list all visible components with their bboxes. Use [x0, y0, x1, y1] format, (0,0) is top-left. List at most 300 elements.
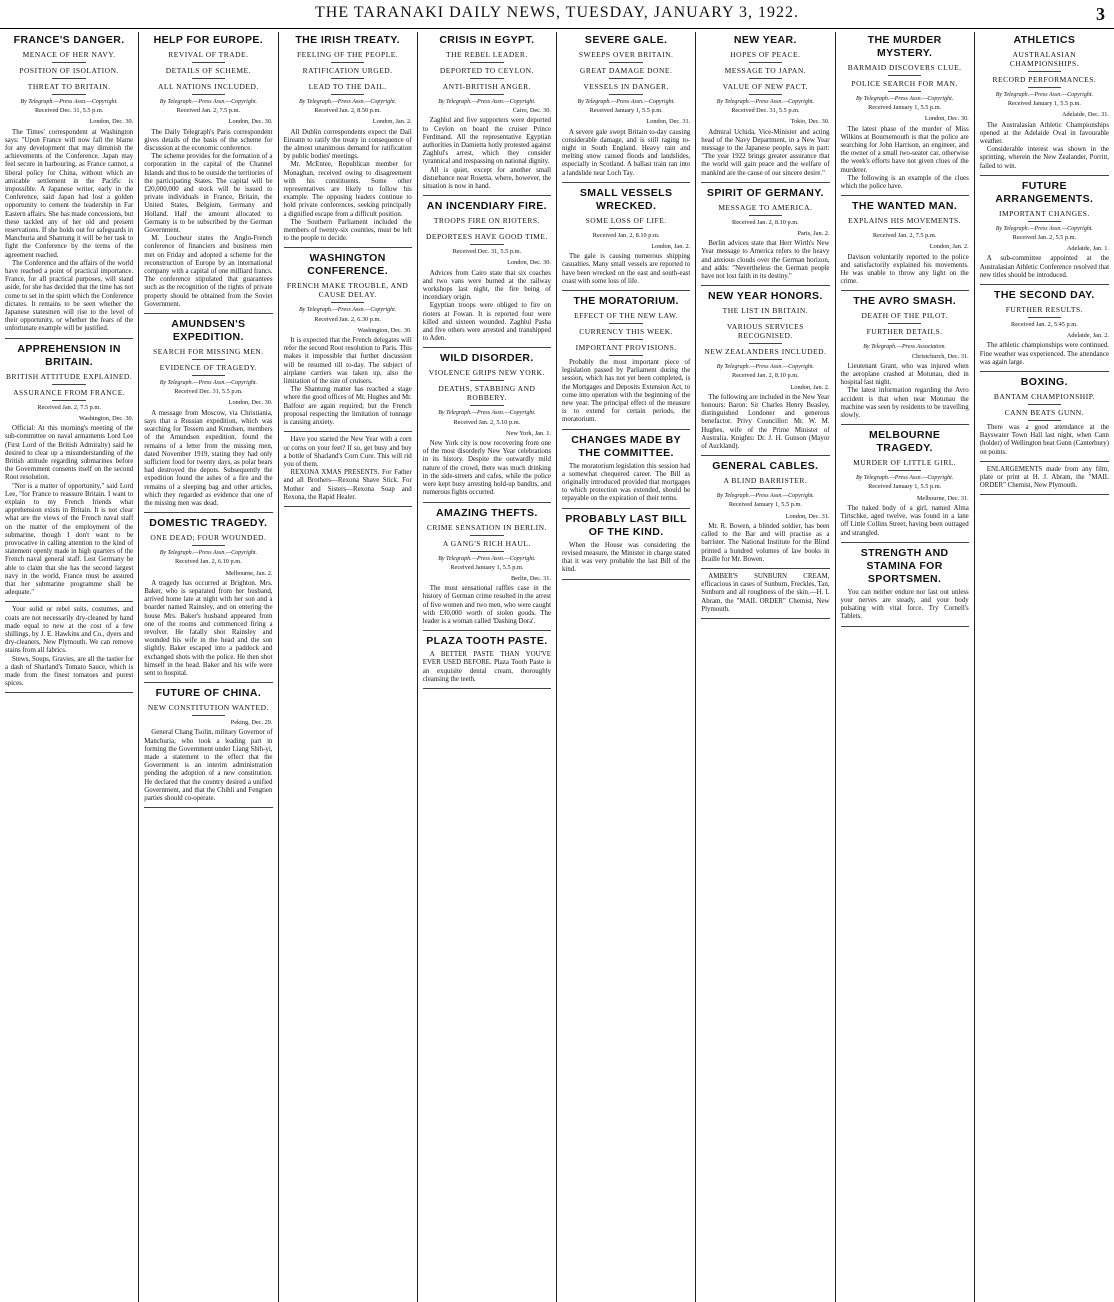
article-headline: THE IRISH TREATY. — [295, 34, 400, 46]
paragraph: The naked body of a girl, named Alma Tirtschke, aged twelve, was found in a lane off Little Collins Street, having been outraged and strangled. — [840, 504, 969, 537]
article-divider — [980, 175, 1109, 176]
article — [841, 547, 969, 622]
telegraph-credit: By Telegraph.—Press Assn.—Copyright. — [438, 555, 536, 562]
article — [144, 318, 272, 508]
article-subhead: SEARCH FOR MISSING MEN. — [144, 347, 272, 360]
article-body — [701, 523, 829, 564]
article-subhead: THREAT TO BRITAIN. — [5, 82, 133, 95]
article-body — [980, 424, 1109, 457]
article-headline: AMUNDSEN'S EXPEDITION. — [171, 318, 246, 344]
received-line: Received Dec. 31, 5.5 p.m. — [174, 388, 243, 396]
telegraph-credit: By Telegraph.—Press Assn.—Copyright. — [159, 99, 258, 105]
article — [980, 376, 1109, 457]
article-headline: WILD DISORDER. — [440, 352, 534, 365]
article-subhead: DEPORTEES HAVE GOOD TIME. — [423, 232, 551, 245]
received-line: Received Dec. 31, 5.5 p.m. — [34, 107, 104, 115]
article-headline: MELBOURNE TRAGEDY. — [868, 429, 941, 455]
article — [423, 352, 551, 497]
dateline: Washington, Dec. 30. — [79, 414, 134, 422]
article-body — [841, 589, 969, 622]
article-divider — [423, 630, 551, 631]
article-body — [284, 337, 412, 427]
article-subhead: DETAILS OF SCHEME. — [144, 66, 272, 79]
article-divider — [423, 347, 551, 348]
paragraph: ENLARGEMENTS made from any film, plate or print at H. J. Abram, the "MAIL ORDER" Chemist, New Plymouth. — [979, 465, 1109, 490]
article-subhead: BANTAM CHAMPIONSHIP. — [980, 392, 1109, 405]
article-headline: FUTURE OF CHINA. — [155, 687, 262, 700]
article — [144, 517, 272, 678]
page-number: 3 — [1096, 4, 1106, 24]
article-body — [841, 126, 969, 192]
article-subhead: FURTHER DETAILS. — [841, 327, 969, 340]
article-subhead: VALUE OF NEW PACT. — [701, 82, 829, 95]
dateline: London, Dec. 30. — [924, 115, 969, 123]
paragraph: Lieutenant Grant, who was injured when the aeroplane crashed at Motunau, died in hospital last night. — [840, 362, 969, 387]
received-line: Received January 1, 5.5 p.m. — [728, 501, 802, 509]
article-headline: NEW YEAR HONORS. — [708, 290, 823, 303]
telegraph-credit: By Telegraph.—Press Assn.—Copyright. — [716, 493, 815, 500]
paragraph: M. Loucheur states the Anglo-French conference of financiers and business men met on Friday and adopted a scheme for the reconstruction of Europe by an international company with a capital of one milliard francs. The conference stipulated that guarantees such as the recognition of the rights of private property should be obtained from the Soviet Government. — [144, 235, 273, 308]
received-line: Received January 1, 5.5 p.m. — [868, 104, 942, 112]
article-body — [144, 129, 272, 309]
article-divider — [562, 182, 690, 183]
received-line: Received January 1, 5.5 p.m. — [450, 563, 524, 571]
article — [701, 290, 829, 451]
dateline: London, Jan. 2. — [651, 243, 691, 251]
article-divider — [841, 290, 969, 291]
article — [5, 343, 133, 598]
paragraph: Mr. McEntee, Republican member for Monaghan, received owing to disagreement with his constituents. Some other representatives are likely to follow his example. The opposing leaders continue to hold private conferences, seeking principally a dignified escape from a difficult position. — [283, 161, 412, 218]
telegraph-credit: By Telegraph.—Press Assn.—Copyright. — [995, 92, 1094, 98]
article-subhead: IMPORTANT CHANGES. — [980, 209, 1109, 222]
received-line: Received Jan. 2, 5.5 p.m. — [1012, 234, 1077, 242]
article-body — [562, 253, 690, 286]
article-subhead: DEPORTED TO CEYLON. — [423, 66, 551, 79]
article-body — [562, 359, 690, 425]
column-5 — [557, 32, 696, 1302]
dateline: London, Dec. 30. — [228, 399, 273, 407]
article — [980, 34, 1109, 171]
article-body — [144, 580, 272, 678]
article-subhead: EFFECT OF THE NEW LAW. — [562, 311, 690, 324]
article-headline: THE MURDER MYSTERY. — [867, 34, 942, 59]
dateline: Melbourne, Jan. 2. — [225, 569, 273, 577]
article — [841, 200, 969, 286]
article-body — [423, 651, 551, 684]
paragraph: The latest information regarding the Avro accident is that when near Motunau the machine was seen by residents to be travelling slowly. — [840, 387, 969, 420]
paragraph: The athletic championships were continued. Fine weather was experienced. The attendance was again large. — [979, 342, 1109, 366]
article-body — [841, 254, 969, 287]
article-body — [562, 129, 690, 178]
article-headline: AMAZING THEFTS. — [436, 506, 538, 519]
article-subhead: A BLIND BARRISTER. — [701, 476, 829, 489]
article-subhead: NEW CONSTITUTION WANTED. — [144, 703, 272, 716]
article-divider — [562, 429, 690, 430]
dateline: Christchurch, Dec. 31. — [911, 352, 969, 360]
article-divider — [423, 502, 551, 503]
article-body — [980, 255, 1109, 280]
received-line: Received Jan. 2, 8.10 p.m. — [592, 231, 660, 239]
article-subhead: FEELING OF THE PEOPLE. — [284, 50, 412, 63]
paragraph: You can neither endure nor last out unless your nerves are steady, and your body pulsating with vital force. Try Cornell's Tablets. — [840, 588, 969, 621]
article-subhead: THE REBEL LEADER. — [423, 50, 551, 63]
telegraph-credit: By Telegraph.—Press Assn.—Copyright. — [159, 380, 258, 387]
paragraph: The Australasian Athletic Championships opened at the Adelaide Oval in favourable weather. — [979, 121, 1109, 146]
article — [5, 34, 133, 334]
received-line: Received Jan. 2, 7.5 p.m. — [872, 232, 937, 240]
paragraph: Advices from Cairo state that six coaches and two vans were burned at the railway workshops last night, the fire being of incendiary origin. — [422, 269, 551, 302]
dateline: Cairo, Dec. 30. — [512, 107, 551, 115]
article-body — [144, 410, 272, 508]
article-body — [980, 342, 1109, 367]
paragraph: The latest phase of the murder of Miss Wilkins at Bournemouth is that the police are searching for John Harrison, an engineer, and the owner of a small two-seater car, otherwise the week's efforts have not given clues of the murderer. — [840, 125, 969, 174]
article — [841, 295, 969, 420]
article-subhead: DEATH OF THE PILOT. — [841, 311, 969, 324]
article-subhead: CANN BEATS GUNN. — [980, 408, 1109, 421]
dateline: Tokio, Dec. 30. — [790, 118, 830, 126]
dateline: London, Dec. 30. — [89, 118, 134, 126]
article-subhead: MESSAGE TO AMERICA. — [701, 203, 829, 216]
article-divider — [841, 424, 969, 425]
received-line: Received Dec. 31, 5.5 p.m. — [452, 248, 522, 256]
article-headline: THE MORATORIUM. — [573, 295, 679, 308]
article-subhead: NEW ZEALANDERS INCLUDED. — [701, 347, 829, 360]
telegraph-credit: By Telegraph.—Press Assn.—Copyright. — [438, 99, 536, 105]
article-divider — [144, 313, 272, 314]
paragraph: A sub-committee appointed at the Australasian Athletic Conference resolved that new titles should be introduced. — [979, 255, 1109, 279]
paragraph: Official: At this morning's meeting of the sub-committee on naval armaments Lord Lee (First Lord of the British Admiralty) said he desired to clear up a misunderstanding of the British attitude regarding submarines before the Government consents itself on the second Root resolution. — [5, 425, 134, 482]
article-subhead: RATIFICATION URGED. — [284, 66, 412, 79]
paragraph: A message from Moscow, via Christiania, says that a Russian expedition, which was searching for Tessem and Knudsen, members of the Amundsen expedition, found the remains of a letter from the missing men, dated November 1919, stating they had only sufficient food for twenty days, as polar bears had destroyed the depots. Subsequently the expedition found the ashes of a fire and the remains of a sleeping bag and other articles, which they regarded as evidence that one of the missing men was dead. — [144, 409, 273, 507]
article — [562, 295, 690, 425]
article-headline: ATHLETICS — [1013, 34, 1076, 46]
article-subhead: BARMAID DISCOVERS CLUE. — [841, 63, 969, 76]
article — [701, 460, 829, 564]
received-line: Received January 1, 5.5 p.m. — [1007, 100, 1081, 108]
article — [423, 635, 551, 684]
dateline: Adelaide, Jan. 1. — [1066, 245, 1109, 253]
article-body — [701, 394, 829, 451]
dateline: Paris, Jan. 2. — [797, 230, 830, 238]
article-headline: THE SECOND DAY. — [994, 289, 1095, 302]
column-4 — [418, 32, 557, 1302]
telegraph-credit: By Telegraph.—Press Assn.—Copyright. — [995, 225, 1094, 232]
article-divider — [5, 692, 133, 693]
paragraph: The Daily Telegraph's Paris correspondent gives details of the basis of the scheme for discussion at the economic conference. — [144, 128, 273, 153]
article-headline: DOMESTIC TRAGEDY. — [149, 517, 268, 530]
article-subhead: DEATHS, STABBING AND ROBBERY. — [423, 384, 551, 406]
article-body — [841, 363, 969, 420]
article-subhead: GREAT DAMAGE DONE. — [562, 66, 690, 79]
received-line: Received Jan. 2, 8.50 p.m. — [314, 107, 381, 115]
article — [980, 180, 1109, 280]
masthead-title: THE TARANAKI DAILY NEWS, TUESDAY, JANUARY 3, 1922. — [314, 4, 799, 21]
paragraph: All is quiet, except for another small disturbance near Rosetta, where, however, the situation is now in hand. — [422, 166, 551, 191]
paragraph: The moratorium legislation this session had a somewhat chequered career. The Bill as originally introduced provided that mortgages to which protection was extended, should be repayable on the expiration of their terms. — [562, 462, 691, 503]
paragraph: Have you started the New Year with a corn or corns on your feet? If so, get busy and buy a bottle of Sharland's Corn Cure. This will rid you of them. — [283, 436, 412, 468]
paragraph: The Shantung matter has reached a stage where the good offices of Mr. Hughes and Mr. Balfour are again required; but the French proposal respecting the limitation of tonnage is causing anxiety. — [283, 386, 412, 427]
article-body — [423, 440, 551, 497]
dateline: Melbourne, Dec. 31. — [916, 494, 969, 502]
article-subhead: HOPES OF PEACE. — [701, 50, 829, 63]
article-body — [5, 606, 133, 688]
article-divider — [284, 431, 412, 432]
article-subhead: EXPLAINS HIS MOVEMENTS. — [841, 216, 969, 229]
paragraph: Stews, Soups, Gravies, are all the tastier for a dash of Sharland's Tomato Sauce, which is made from the finest tomatoes and purest spices. — [5, 655, 134, 688]
article-subhead: EVIDENCE OF TRAGEDY. — [144, 363, 272, 376]
article-divider — [5, 338, 133, 339]
paragraph: A severe gale swept Britain to-day causing considerable damage, and is still raging to-night in South England. Heavy rain and melting snow caused floods and landslides, especially in Scotland. A ballast train ran into a landslide near Loch Tay. — [562, 128, 691, 177]
article-headline: NEW YEAR. — [733, 34, 797, 46]
article-subhead: VIOLENCE GRIPS NEW YORK. — [423, 368, 551, 381]
paragraph: When the House was considering the revised measure, the Minister in charge stated that it was very probable the last Bill of the kind. — [562, 541, 691, 574]
article — [701, 34, 829, 178]
article-body — [423, 585, 551, 626]
article-divider — [980, 284, 1109, 285]
article — [562, 513, 690, 575]
column-2 — [139, 32, 278, 1302]
article-divider — [562, 290, 690, 291]
column-1 — [0, 32, 139, 1302]
article-subhead: RECORD PERFORMANCES. — [980, 75, 1109, 88]
paragraph: Zaghlul and five supporters were deported to Ceylon on board the cruiser Prince Ferdinand. All the representative Egyptian authorities in Damietta hotly protested against Zaghlul's arrest, which they consider tyrannical and trespassing on national dignity. — [422, 117, 551, 166]
telegraph-credit: By Telegraph.—Press Assn.—Copyright. — [855, 475, 954, 482]
paragraph: The gale is causing numerous shipping casualties. Many small vessels are reported to have been wrecked on the east and south-east coast with some loss of life. — [562, 253, 691, 285]
article-subhead: THE LIST IN BRITAIN. — [701, 306, 829, 319]
article — [284, 436, 412, 502]
article — [423, 200, 551, 343]
article-divider — [423, 195, 551, 196]
paragraph: A tragedy has occurred at Brighton. Mrs. Baker, who is separated from her husband, arrived home late at night with her son and a boarder named Rainsley, and on entering the house Mrs. Baker's husband appeared from one of the rooms and commenced firing a revolver. He fatally shot Rainsley and wounded his wife in the head and the son slightly. Baker escaped into a paddock and exchanged shots with the police. He then shot himself in the head. Baker and his wife were sent to hospital. — [144, 579, 273, 677]
article-divider — [980, 371, 1109, 372]
article-body — [423, 270, 551, 344]
article — [144, 687, 272, 803]
article-divider — [144, 682, 272, 683]
article-subhead: A GANG'S RICH HAUL. — [423, 539, 551, 552]
article — [701, 573, 829, 614]
received-line: Received Jan. 2, 8.10 p.m. — [732, 218, 799, 226]
article — [980, 289, 1109, 367]
article-body — [284, 436, 412, 502]
dateline: London, Dec. 31. — [646, 118, 691, 126]
article-headline: FRANCE'S DANGER. — [13, 34, 125, 46]
paragraph: Considerable interest was shown in the sprinting, wherein the New Zealander, Porritt, failed to win. — [979, 146, 1109, 170]
article-headline: SPIRIT OF GERMANY. — [706, 186, 824, 199]
article-divider — [284, 247, 412, 248]
article-subhead: ONE DEAD; FOUR WOUNDED. — [144, 533, 272, 546]
article — [144, 34, 272, 309]
received-line: Received Jan. 2, 8.10 p.m. — [732, 372, 799, 380]
article — [701, 187, 829, 281]
article-subhead: MESSAGE TO JAPAN. — [701, 66, 829, 79]
article-subhead: SWEEPS OVER BRITAIN. — [562, 50, 690, 63]
article-subhead: BRITISH ATTITUDE EXPLAINED. — [5, 372, 133, 385]
paragraph: REXONA XMAS PRESENTS. For Father and all Brothers—Rexona Shave Stick. For Mother and Sisters—Rexona Soap and Rexona, the Rapid Healer. — [283, 469, 412, 501]
paragraph: A BETTER PASTE THAN YOU'VE EVER USED BEFORE. Plaza Tooth Paste is an exquisite dental cream, thoroughly cleansing the teeth. — [422, 651, 551, 683]
article-subhead: FURTHER RESULTS. — [980, 305, 1109, 318]
paragraph: The following are included in the New Year honours: Baron: Sir Charles Henry Beasley, distinguished Londoner and generous benefactor. Privy Councillor: Mr. W. M. Hughes, wife of the Prime Minister of Australia. Knights: Dr. J. H. Gunson (Mayor of Auckland). — [701, 393, 830, 451]
article-divider — [841, 542, 969, 543]
dateline: London, Dec. 30. — [228, 118, 273, 126]
telegraph-credit: By Telegraph.—Press Assn.—Copyright. — [159, 550, 258, 557]
article-headline: PLAZA TOOTH PASTE. — [426, 635, 548, 648]
article-body — [980, 466, 1109, 491]
telegraph-credit: By Telegraph.—Press Assn.—Copyright. — [855, 96, 954, 102]
article-headline: THE AVRO SMASH. — [853, 295, 957, 308]
article-divider — [5, 601, 133, 602]
column-grid — [0, 32, 1114, 1302]
paragraph: The following is an example of the clues which the police have. — [840, 174, 969, 191]
received-line: Received Jan. 2, 6.30 p.m. — [314, 315, 381, 323]
received-line: Received Dec. 31, 5.5 p.m. — [731, 107, 800, 115]
dateline: Adelaide, Jan. 2. — [1066, 332, 1109, 340]
article — [284, 34, 412, 243]
article-subhead: IMPORTANT PROVISIONS. — [562, 343, 690, 356]
article-divider — [284, 506, 412, 507]
article-subhead: FRENCH MAKE TROUBLE, AND CAUSE DELAY. — [284, 281, 412, 303]
article-headline: CRISIS IN EGYPT. — [439, 34, 535, 46]
article-subhead: POLICE SEARCH FOR MAN. — [841, 79, 969, 92]
article — [562, 434, 690, 504]
masthead — [0, 4, 1114, 28]
dateline: London, Jan. 2. — [790, 383, 830, 391]
paragraph: All Dublin correspondents expect the Dail Eireann to ratify the treaty in consequence of the almost unanimous demand for ratification by public bodies' meetings. — [283, 128, 412, 161]
article-divider — [701, 568, 829, 569]
article-body — [562, 542, 690, 575]
article — [562, 187, 690, 286]
dateline: New York, Jan. 1. — [506, 429, 551, 437]
article — [841, 429, 969, 537]
column-6 — [696, 32, 835, 1302]
paragraph: New York city is now recovering from one of the most disorderly New Year celebrations in its history. Despite the outwardly mild nature of the crowd, there was much drinking in the side-streets and cafes, while the police were kept busy arresting hold-up bandits, and numerous fights occurred. — [422, 440, 551, 497]
article-headline: SMALL VESSELS WRECKED. — [579, 186, 673, 212]
paragraph: AMBER'S SUNBURN CREAM, efficacious in cases of Sunburn, Freckles, Tan, Sunburn and all roughness of the skin.—H. I. Abram, the "MAIL ORDER" Chemist, New Plymouth. — [701, 572, 830, 613]
article — [841, 34, 969, 191]
article-body — [841, 505, 969, 538]
telegraph-credit: By Telegraph.—Press Assn.—Copyright. — [298, 307, 397, 314]
article-subhead: CRIME SENSATION IN BERLIN. — [423, 523, 551, 536]
dateline: London, Dec. 30. — [507, 259, 551, 267]
article-body — [5, 129, 133, 334]
paragraph: Mr. R. Bowen, a blinded soldier, has been called to the Bar and will practise as a barrister. The National Institute for the Blind printed a hundred volumes of law books in Braille for Mr. Bowen. — [701, 522, 830, 563]
article-body — [701, 573, 829, 614]
article-body — [701, 129, 829, 178]
article-body — [980, 122, 1109, 171]
article-headline: PROBABLY LAST BILL OF THE KIND. — [565, 512, 687, 538]
article-headline: SEVERE GALE. — [584, 34, 668, 46]
article-subhead: VESSELS IN DANGER. — [562, 82, 690, 95]
article-divider — [701, 618, 829, 619]
article-subhead: ASSURANCE FROM FRANCE. — [5, 388, 133, 401]
article-body — [701, 240, 829, 281]
paragraph: The most sensational raffles case in the history of German crime resulted in the arrest of five women and two men, who were caught with £30,000 worth of stolen goods. The leader is a woman called 'Dashing Dora'. — [422, 585, 551, 625]
paragraph: Davison voluntarily reported to the police and satisfactorily explained his movements. He was unable to throw any light on the crime. — [840, 253, 969, 286]
article-headline: THE WANTED MAN. — [852, 200, 958, 213]
article-subhead: POSITION OF ISOLATION. — [5, 66, 133, 79]
article-divider — [562, 579, 690, 580]
paragraph: The Conference and the affairs of the world have reached a point of practical importance. France, for all practical purposes, will stand aside, for she has decided that the time has not come to set in the spirit which the Conference dictates. It remains to be seen whether the Japanese statesmen will rise to the level of their opportunity, or whether the fears of the unfortunate example will be justified. — [5, 259, 134, 333]
column-8 — [975, 32, 1114, 1302]
article-headline: AN INCENDIARY FIRE. — [426, 200, 547, 213]
masthead-rule — [0, 28, 1114, 29]
column-3 — [279, 32, 418, 1302]
article-divider — [701, 182, 829, 183]
article-headline: APPREHENSION IN BRITAIN. — [17, 342, 121, 368]
article-divider — [562, 508, 690, 509]
telegraph-credit: By Telegraph.—Press Assn.—Copyright. — [298, 99, 397, 105]
telegraph-credit: By Telegraph.—Press Assn.—Copyright. — [577, 99, 675, 105]
article-headline: CHANGES MADE BY THE COMMITTEE. — [571, 433, 682, 459]
article-headline: GENERAL CABLES. — [712, 460, 819, 473]
article-divider — [701, 285, 829, 286]
dateline: Berlin, Dec. 31. — [510, 574, 551, 582]
article-body — [5, 425, 133, 597]
article-divider — [841, 195, 969, 196]
article-subhead: LEAD TO THE DAIL. — [284, 82, 412, 95]
paragraph: It is expected that the French delegates will refer the second Root resolution to Paris. This makes it impossible that further discussion will be resumed till to-day. The subject of airplane carriers was taken up, also the limitation of the size of cruisers. — [283, 337, 412, 386]
received-line: Received Jan. 2, 5.10 p.m. — [453, 418, 521, 426]
article — [423, 34, 551, 191]
paragraph: Your solid or rebel suits, costumes, and coats are not necessarily dry-cleaned by hand made equal to new at the cost of a few shillings, by J. E. Hawkins and Co., dyers and dry-cleaners, New Plymouth. We can remove stains from all fabrics. — [5, 606, 134, 655]
received-line: Received Jan. 2, 6.10 p.m. — [175, 558, 242, 566]
article-divider — [144, 807, 272, 808]
article-divider — [701, 455, 829, 456]
telegraph-credit: By Telegraph.—Press Assn.—Copyright. — [716, 364, 815, 371]
paragraph: Admiral Uchida, Vice-Minister and acting head of the Navy Department, in a New Year message to the Japanese people, says in part: "The year 1922 brings greater assurance that the world will gain peace and the welfare of mankind are the cause of our sincere desire." — [701, 128, 830, 177]
paragraph: There was a good attendance at the Bayswater Town Hall last night, when Cann (holder) of Wellington beat Gunn (Canterbury) on points. — [979, 424, 1109, 456]
dateline: London, Jan. 2. — [372, 118, 412, 126]
article — [980, 466, 1109, 491]
article-headline: WASHINGTON CONFERENCE. — [307, 252, 389, 278]
article-subhead: MENACE OF HER NAVY. — [5, 50, 133, 63]
article-subhead: REVIVAL OF TRADE. — [144, 50, 272, 63]
telegraph-credit: By Telegraph.—Press Association. — [863, 344, 947, 351]
paragraph: The Southern Parliament included the members of twenty-six counties, must be left to the people to decide. — [283, 218, 412, 243]
received-line: Received January 1, 5.5 p.m. — [868, 483, 942, 491]
dateline: Washington, Dec. 30. — [357, 326, 412, 334]
paragraph: The Times' correspondent at Washington says: "Upon France will now fall the blame for any development that may diminish the achievements of the Conference. Japan may feel secure in harbouring, as France cannot, a liberal policy for China, without which an amicable settlement in the Pacific is impossible. A Japanese writer, early in the Conference, said Japan had lost a golden opportunity to cement the leadership in Far Eastern affairs. She has made concessions, but these tackled any of her old and present reservations. If she holds out for safeguards in Manchuria and Shantung it will be her task to fight the Conference by the terms of the agreement reached. — [5, 128, 134, 259]
article-subhead: ALL NATIONS INCLUDED. — [144, 82, 272, 95]
telegraph-credit: By Telegraph.—Press Assn.—Copyright. — [20, 99, 118, 105]
article-headline: STRENGTH AND STAMINA FOR SPORTSMEN. — [860, 546, 949, 585]
article-subhead: MURDER OF LITTLE GIRL. — [841, 458, 969, 471]
received-line: Received January 1, 5.5 p.m. — [589, 107, 663, 115]
paragraph: Berlin advices state that Herr Wirth's New Year message to America refers to the heavy and anxious clouds over the German horizon, and adds: "Nevertheless the German people have not lost faith in its destiny." — [701, 240, 830, 281]
dateline: London, Jan. 2. — [929, 243, 969, 251]
article — [562, 34, 690, 178]
article-subhead: TROOPS FIRE ON RIOTERS. — [423, 216, 551, 229]
article-subhead: AUSTRALASIAN CHAMPIONSHIPS. — [980, 50, 1109, 72]
dateline: London, Dec. 31. — [785, 512, 830, 520]
article-divider — [841, 626, 969, 627]
paragraph: "Nor is a matter of opportunity," said Lord Lee, "for France to reassure Britain. I want to explain to my French friends what apprehension exists in Britain. It is not clear what are the views of the French naval staff on the matter of the employment of the submarine, though I don't want to be provocative in calling attention to the kind of statement openly made in high quarters of the French naval general staff. Lest Germany be able to claim that she has the second largest navy in the world, France must be assured that her submarine programme shall be adequate." — [5, 482, 134, 597]
telegraph-credit: By Telegraph.—Press Assn.—Copyright. — [438, 410, 536, 417]
article-divider — [980, 494, 1109, 495]
article-body — [284, 129, 412, 244]
article-headline: BOXING. — [1020, 376, 1068, 389]
article-body — [144, 729, 272, 803]
received-line: Received Jan. 2, 7.5 p.m. — [176, 107, 241, 115]
dateline: Adelaide, Dec. 31. — [1061, 111, 1109, 119]
article-headline: HELP FOR EUROPE. — [153, 34, 264, 46]
article-divider — [144, 512, 272, 513]
article-body — [423, 117, 551, 191]
article-body — [562, 463, 690, 504]
article — [5, 606, 133, 688]
article-subhead: ANTI-BRITISH ANGER. — [423, 82, 551, 95]
paragraph: Probably the most important piece of legislation passed by Parliament during the session, which has not yet been completed, is the Mortgages and Deposits Extension Act, to come into operation with the beginning of the new year. The principal effect of the measure is to extend for certain periods, the moratorium. — [562, 359, 691, 424]
received-line: Received Jan. 2, 5.45 p.m. — [1011, 321, 1078, 329]
